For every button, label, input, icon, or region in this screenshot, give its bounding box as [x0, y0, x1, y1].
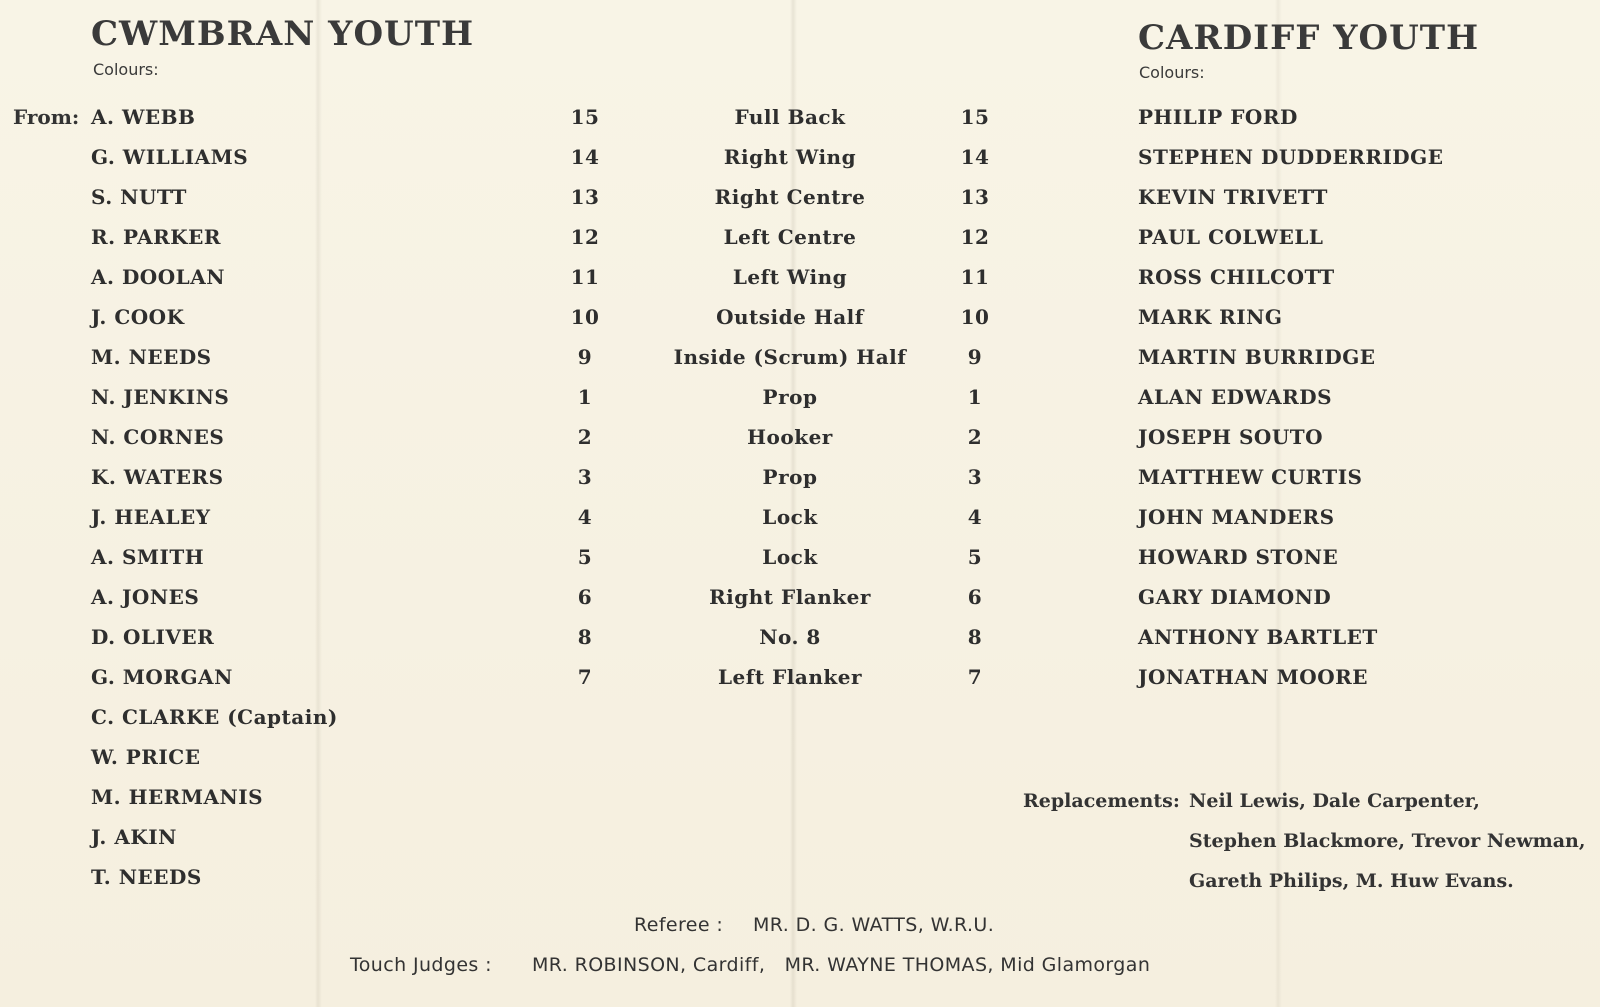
- away-team-title: CARDIFF YOUTH: [1138, 18, 1480, 58]
- away-player-number: 9: [967, 345, 983, 369]
- home-player-name: M. NEEDS: [91, 345, 212, 369]
- away-player-number: 7: [967, 665, 983, 689]
- away-player-number: 1: [967, 385, 983, 409]
- away-player-number: 4: [967, 505, 983, 529]
- away-player-name: HOWARD STONE: [1138, 545, 1339, 569]
- home-player-number: 12: [570, 225, 600, 249]
- position-name: Left Flanker: [717, 665, 862, 689]
- home-player-number: 13: [570, 185, 600, 209]
- home-player-name: A. DOOLAN: [91, 265, 225, 289]
- home-player-number: 2: [577, 425, 593, 449]
- lineup-row: [0, 505, 1600, 544]
- away-player-number: 14: [960, 145, 990, 169]
- lineup-row: [0, 185, 1600, 224]
- home-player-name: A. WEBB: [91, 105, 196, 129]
- away-player-name: ROSS CHILCOTT: [1138, 265, 1335, 289]
- away-player-number: 8: [967, 625, 983, 649]
- position-name: Full Back: [734, 105, 846, 129]
- home-player-name: N. JENKINS: [91, 385, 230, 409]
- away-player-name: PAUL COLWELL: [1138, 225, 1324, 249]
- away-player-name: PHILIP FORD: [1138, 105, 1298, 129]
- home-player-number: 15: [570, 105, 600, 129]
- lineup-row: [0, 345, 1600, 384]
- away-player-name: STEPHEN DUDDERRIDGE: [1138, 145, 1444, 169]
- away-player-number: 5: [967, 545, 983, 569]
- home-player-number: 3: [577, 465, 593, 489]
- home-player-number: 4: [577, 505, 593, 529]
- away-player-number: 2: [967, 425, 983, 449]
- home-player-name: G. MORGAN: [91, 665, 233, 689]
- away-colours-label: Colours:: [1139, 63, 1205, 82]
- position-name: Left Wing: [732, 265, 848, 289]
- away-player-number: 12: [960, 225, 990, 249]
- reserve-player: T. NEEDS: [91, 865, 202, 889]
- referee-label: Referee :: [634, 914, 724, 936]
- away-player-number: 13: [960, 185, 990, 209]
- position-name: Right Flanker: [709, 585, 871, 609]
- away-player-number: 10: [960, 305, 990, 329]
- home-player-number: 14: [570, 145, 600, 169]
- away-player-name: MARTIN BURRIDGE: [1138, 345, 1376, 369]
- referee-name: MR. D. G. WATTS, W.R.U.: [753, 914, 995, 936]
- home-player-name: J. COOK: [91, 305, 185, 329]
- away-player-name: GARY DIAMOND: [1138, 585, 1332, 609]
- away-player-name: MATTHEW CURTIS: [1138, 465, 1363, 489]
- away-player-number: 3: [967, 465, 983, 489]
- replacements-label: Replacements:: [1023, 790, 1180, 812]
- home-player-name: K. WATERS: [91, 465, 224, 489]
- lineup-row: [0, 465, 1600, 504]
- home-player-number: 6: [577, 585, 593, 609]
- lineup-row: [0, 665, 1600, 704]
- lineup-row: [0, 265, 1600, 304]
- position-name: No. 8: [759, 625, 821, 649]
- touch-judges-label: Touch Judges :: [350, 954, 492, 976]
- home-player-name: R. PARKER: [91, 225, 222, 249]
- reserve-player: J. AKIN: [91, 825, 177, 849]
- home-player-name: A. JONES: [91, 585, 200, 609]
- home-player-number: 1: [577, 385, 593, 409]
- lineup-row: [0, 625, 1600, 664]
- reserve-player: M. HERMANIS: [91, 785, 264, 809]
- lineup-row: [0, 105, 1600, 144]
- lineup-row: [0, 385, 1600, 424]
- position-name: Lock: [762, 505, 818, 529]
- away-player-number: 11: [960, 265, 990, 289]
- lineup-row: [0, 425, 1600, 464]
- home-player-number: 8: [577, 625, 593, 649]
- home-player-number: 9: [577, 345, 593, 369]
- away-player-name: JOSEPH SOUTO: [1138, 425, 1324, 449]
- away-player-name: ANTHONY BARTLET: [1138, 625, 1378, 649]
- away-player-name: ALAN EDWARDS: [1138, 385, 1333, 409]
- away-player-name: MARK RING: [1138, 305, 1283, 329]
- home-player-name: A. SMITH: [91, 545, 205, 569]
- position-name: Left Centre: [723, 225, 857, 249]
- lineup-row: [0, 585, 1600, 624]
- away-player-name: JOHN MANDERS: [1138, 505, 1335, 529]
- lineup-row: [0, 305, 1600, 344]
- home-player-name: D. OLIVER: [91, 625, 215, 649]
- replacements-line: Gareth Philips, M. Huw Evans.: [1189, 870, 1514, 892]
- position-name: Inside (Scrum) Half: [673, 345, 907, 369]
- away-player-name: JONATHAN MOORE: [1138, 665, 1368, 689]
- position-name: Right Wing: [723, 145, 857, 169]
- reserve-player: C. CLARKE (Captain): [91, 705, 338, 729]
- replacements-line: Neil Lewis, Dale Carpenter,: [1189, 790, 1480, 812]
- lineup-row: [0, 145, 1600, 184]
- home-player-number: 5: [577, 545, 593, 569]
- reserve-player: W. PRICE: [91, 745, 201, 769]
- position-name: Outside Half: [716, 305, 864, 329]
- replacements-line: Stephen Blackmore, Trevor Newman,: [1189, 830, 1586, 852]
- home-player-name: N. CORNES: [91, 425, 225, 449]
- position-name: Prop: [762, 385, 818, 409]
- position-name: Lock: [762, 545, 818, 569]
- home-player-number: 11: [570, 265, 600, 289]
- from-label: From:: [13, 105, 80, 129]
- lineup-row: [0, 225, 1600, 264]
- position-name: Hooker: [747, 425, 833, 449]
- home-colours-label: Colours:: [93, 60, 159, 79]
- touch-judges-names: MR. ROBINSON, Cardiff, MR. WAYNE THOMAS, Mid Glamorgan: [532, 954, 1151, 976]
- position-name: Right Centre: [714, 185, 866, 209]
- away-player-number: 15: [960, 105, 990, 129]
- lineup-row: [0, 545, 1600, 584]
- home-player-name: J. HEALEY: [91, 505, 211, 529]
- home-player-name: S. NUTT: [91, 185, 187, 209]
- home-player-number: 7: [577, 665, 593, 689]
- away-player-number: 6: [967, 585, 983, 609]
- home-player-name: G. WILLIAMS: [91, 145, 249, 169]
- home-player-number: 10: [570, 305, 600, 329]
- position-name: Prop: [762, 465, 818, 489]
- away-player-name: KEVIN TRIVETT: [1138, 185, 1328, 209]
- home-team-title: CWMBRAN YOUTH: [91, 14, 475, 54]
